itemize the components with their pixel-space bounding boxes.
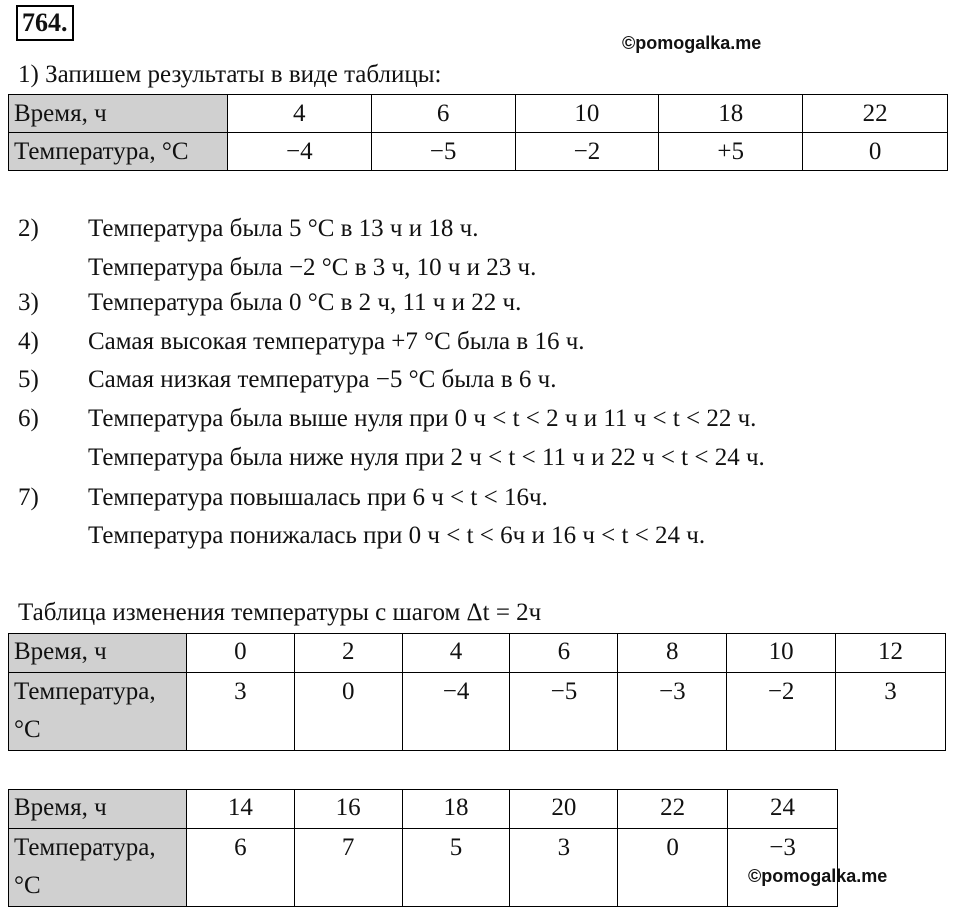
time-row bbox=[9, 634, 946, 673]
temp-cell: −4 bbox=[227, 133, 371, 171]
temp-cell: 3 bbox=[510, 829, 618, 907]
table-caption: Таблица изменения температуры с шагом Δt = 2ч bbox=[18, 599, 542, 626]
time-cell: 12 bbox=[836, 634, 946, 673]
time-cell: 4 bbox=[402, 634, 510, 673]
step-table-1 bbox=[8, 633, 946, 751]
temp-header-unit: °C bbox=[14, 716, 41, 743]
temp-header bbox=[9, 673, 187, 751]
temp-cell: −3 bbox=[618, 673, 727, 751]
time-header: Время, ч bbox=[9, 95, 228, 133]
temp-header-line: Температура, bbox=[14, 834, 156, 861]
temp-cell: 0 bbox=[803, 133, 948, 171]
time-cell: 10 bbox=[727, 634, 836, 673]
temp-cell: +5 bbox=[659, 133, 803, 171]
answer-number: 7) bbox=[18, 484, 39, 511]
time-cell: 18 bbox=[402, 790, 510, 829]
time-row bbox=[9, 790, 838, 829]
problem-number: 764. bbox=[16, 5, 74, 41]
temp-cell: 0 bbox=[294, 673, 402, 751]
time-header: Время, ч bbox=[9, 634, 187, 673]
time-cell: 20 bbox=[510, 790, 618, 829]
time-cell: 10 bbox=[515, 95, 659, 133]
temp-cell: 0 bbox=[618, 829, 728, 907]
answer-number: 4) bbox=[18, 328, 39, 355]
answer-number: 5) bbox=[18, 366, 39, 393]
time-cell: 22 bbox=[618, 790, 728, 829]
temp-cell: −3 bbox=[728, 829, 838, 907]
temp-cell: −2 bbox=[515, 133, 659, 171]
temp-row bbox=[9, 133, 948, 171]
time-cell: 6 bbox=[371, 95, 515, 133]
answer-line: Температура была 5 °C в 13 ч и 18 ч. bbox=[88, 215, 479, 242]
answer-number: 2) bbox=[18, 215, 39, 242]
time-cell: 18 bbox=[659, 95, 803, 133]
temp-cell: 3 bbox=[836, 673, 946, 751]
temp-cell: −5 bbox=[510, 673, 618, 751]
answer-line: Температура была 0 °C в 2 ч, 11 ч и 22 ч. bbox=[88, 289, 522, 316]
temp-header-unit: °C bbox=[14, 872, 41, 899]
time-cell: 24 bbox=[728, 790, 838, 829]
time-cell: 16 bbox=[294, 790, 402, 829]
time-cell: 8 bbox=[618, 634, 727, 673]
answer-number: 6) bbox=[18, 405, 39, 432]
time-header: Время, ч bbox=[9, 790, 187, 829]
time-cell: 4 bbox=[227, 95, 371, 133]
time-cell: 0 bbox=[186, 634, 294, 673]
time-cell: 22 bbox=[803, 95, 948, 133]
temp-cell: −2 bbox=[727, 673, 836, 751]
temp-cell: 5 bbox=[402, 829, 510, 907]
temp-cell: 6 bbox=[186, 829, 294, 907]
temp-row bbox=[9, 673, 946, 751]
step-table-2 bbox=[8, 789, 838, 907]
answer-line: Самая низкая температура −5 °C была в 6 ч. bbox=[88, 366, 557, 393]
time-cell: 2 bbox=[294, 634, 402, 673]
temp-header: Температура, °C bbox=[9, 133, 228, 171]
watermark-top: ©pomogalka.me bbox=[622, 33, 762, 53]
time-row bbox=[9, 95, 948, 133]
answer-line: Температура была выше нуля при 0 ч < t < 2 ч и 11 ч < t < 22 ч. bbox=[88, 405, 757, 432]
intro-text: 1) Запишем результаты в виде таблицы: bbox=[18, 61, 442, 88]
temp-header bbox=[9, 829, 187, 907]
temp-cell: −5 bbox=[371, 133, 515, 171]
answer-line: Самая высокая температура +7 °C была в 16 ч. bbox=[88, 328, 585, 355]
temp-cell: 3 bbox=[186, 673, 294, 751]
temp-row bbox=[9, 829, 838, 907]
temp-header-line: Температура, bbox=[14, 678, 156, 705]
answer-line: Температура повышалась при 6 ч < t < 16ч. bbox=[88, 484, 548, 511]
answer-line: Температура была ниже нуля при 2 ч < t < 11 ч и 22 ч < t < 24 ч. bbox=[88, 444, 765, 471]
answer-number: 3) bbox=[18, 289, 39, 316]
watermark-bottom: ©pomogalka.me bbox=[748, 866, 888, 886]
answer-line: Температура была −2 °C в 3 ч, 10 ч и 23 ч. bbox=[88, 254, 537, 281]
temp-cell: 7 bbox=[294, 829, 402, 907]
results-table bbox=[8, 94, 948, 171]
time-cell: 6 bbox=[510, 634, 618, 673]
answer-line: Температура понижалась при 0 ч < t < 6ч и 16 ч < t < 24 ч. bbox=[88, 522, 706, 549]
time-cell: 14 bbox=[186, 790, 294, 829]
temp-cell: −4 bbox=[402, 673, 510, 751]
